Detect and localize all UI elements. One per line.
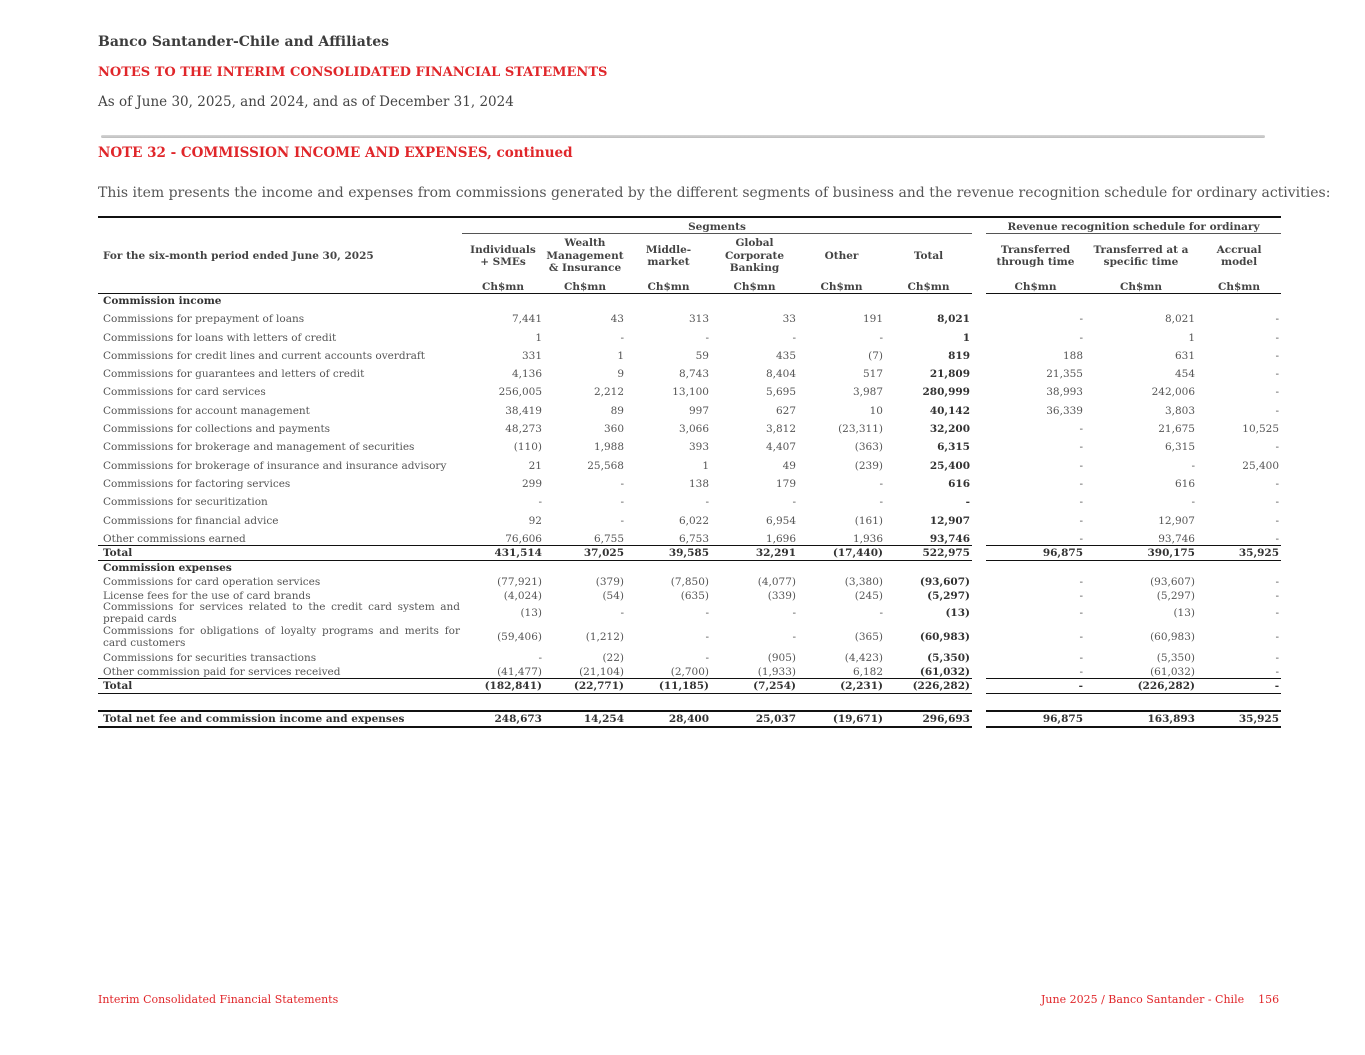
cell-value: - — [1275, 386, 1280, 399]
cell-value: 454 — [1174, 368, 1195, 381]
cell-value: - — [965, 496, 970, 509]
cell-value: - — [620, 331, 624, 344]
cell-value: 299 — [521, 477, 542, 490]
cell-value: (365) — [854, 631, 883, 644]
commission-income-heading: Commission income — [103, 295, 222, 307]
cell-value: - — [1079, 423, 1083, 436]
cell-value: - — [1275, 496, 1280, 509]
cell-value: 3,812 — [765, 423, 796, 436]
as-of-date: As of June 30, 2025, and 2024, and as of December 31, 2024 — [98, 94, 514, 110]
cell-value: 8,021 — [937, 313, 970, 326]
cell-value: - — [1275, 532, 1280, 545]
company-name: Banco Santander-Chile and Affiliates — [98, 34, 390, 50]
cell-value: 32,200 — [929, 423, 970, 436]
row-label: Total — [98, 678, 462, 693]
cell-value: - — [1079, 651, 1083, 664]
cell-value: (22,771) — [544, 678, 626, 693]
cell-value: (4,423) — [844, 651, 883, 664]
cell-value: (635) — [680, 589, 709, 602]
row-label: Commissions for card services — [103, 386, 266, 399]
cell-value: 1,696 — [765, 532, 796, 545]
cell-value: - — [538, 496, 542, 509]
cell-value: 313 — [688, 313, 709, 326]
cell-value: 522,975 — [885, 545, 972, 560]
row-label: Commissions for obligations of loyalty programs and merits for card customers — [103, 625, 460, 649]
cell-value: 76,606 — [505, 532, 542, 545]
cell-value: 331 — [521, 349, 542, 362]
cell-value: 616 — [1174, 477, 1195, 490]
footer-document-title: Interim Consolidated Financial Statements — [98, 993, 339, 1006]
cell-value: - — [1275, 404, 1280, 417]
cell-value: - — [620, 496, 624, 509]
unit-label: Ch$mn — [462, 278, 544, 294]
cell-value: 6,315 — [1164, 441, 1195, 454]
cell-value: - — [1275, 665, 1280, 678]
cell-value: (93,607) — [919, 575, 970, 588]
segments-group-header: Segments — [462, 218, 972, 234]
row-label: License fees for the use of card brands — [103, 589, 311, 602]
income-row — [98, 307, 1281, 325]
income-row — [98, 344, 1281, 362]
cell-value: 89 — [610, 404, 624, 417]
cell-value: (1,212) — [585, 631, 624, 644]
cell-value: (161) — [854, 514, 883, 527]
row-label: Commissions for factoring services — [103, 477, 291, 490]
col-transferred-specific-time: Transferred at a specific time — [1093, 243, 1189, 268]
cell-value: 4,136 — [511, 368, 542, 381]
cell-value: - — [705, 331, 709, 344]
header-divider — [101, 135, 1265, 138]
cell-value: - — [792, 631, 796, 644]
expense-row — [98, 574, 1281, 588]
cell-value: (7,850) — [670, 575, 709, 588]
cell-value: 5,695 — [765, 386, 796, 399]
cell-value: 6,753 — [678, 532, 709, 545]
row-label: Commissions for brokerage and management of securities — [103, 441, 415, 454]
cell-value: 39,585 — [626, 545, 711, 560]
cell-value: 3,066 — [678, 423, 709, 436]
cell-value: - — [1275, 575, 1280, 588]
cell-value: 6,755 — [593, 532, 624, 545]
income-row — [98, 490, 1281, 508]
cell-value: 40,142 — [929, 404, 970, 417]
col-wealth-management: Wealth Management & Insurance — [546, 237, 624, 275]
cell-value: 390,175 — [1085, 545, 1197, 560]
cell-value: 8,743 — [678, 368, 709, 381]
cell-value: 3,987 — [852, 386, 883, 399]
cell-value: 248,673 — [462, 711, 544, 727]
cell-value: - — [705, 651, 709, 664]
cell-value: 6,022 — [678, 514, 709, 527]
cell-value: 21,675 — [1158, 423, 1195, 436]
cell-value: 627 — [775, 404, 796, 417]
cell-value: (7) — [868, 349, 883, 362]
unit-label: Ch$mn — [798, 278, 885, 294]
cell-value: 256,005 — [498, 386, 542, 399]
cell-value: (11,185) — [626, 678, 711, 693]
cell-value: 48,273 — [505, 423, 542, 436]
cell-value: 21,355 — [1046, 368, 1083, 381]
row-label: Commissions for securities transactions — [103, 651, 317, 664]
cell-value: 36,339 — [1046, 404, 1083, 417]
cell-value: - — [1079, 477, 1083, 490]
cell-value: (93,607) — [1150, 575, 1195, 588]
cell-value: 191 — [862, 313, 883, 326]
row-label: Commissions for prepayment of loans — [103, 313, 305, 326]
revenue-schedule-group-header: Revenue recognition schedule for ordinary — [986, 218, 1281, 234]
cell-value: - — [538, 651, 542, 664]
cell-value: 242,006 — [1151, 386, 1195, 399]
cell-value: 25,568 — [587, 459, 624, 472]
col-total: Total — [913, 249, 944, 262]
income-row — [98, 508, 1281, 526]
row-label: Commissions for card operation services — [103, 575, 321, 588]
cell-value: 32,291 — [711, 545, 798, 560]
cell-value: (13) — [1173, 607, 1195, 620]
expense-row — [98, 664, 1281, 679]
income-row — [98, 472, 1281, 490]
cell-value: (110) — [513, 441, 542, 454]
row-label: Commissions for brokerage of insurance and insurance advisory — [103, 459, 447, 472]
cell-value: (61,032) — [1150, 665, 1195, 678]
income-row — [98, 417, 1281, 435]
cell-value: 631 — [1174, 349, 1195, 362]
cell-value: 1 — [535, 331, 542, 344]
cell-value: 997 — [688, 404, 709, 417]
cell-value: 14,254 — [544, 711, 626, 727]
cell-value: 7,441 — [511, 313, 542, 326]
cell-value: 49 — [782, 459, 796, 472]
cell-value: (1,933) — [757, 665, 796, 678]
cell-value: - — [1197, 678, 1281, 693]
cell-value: - — [1275, 368, 1280, 381]
cell-value: 138 — [688, 477, 709, 490]
cell-value: 6,315 — [937, 441, 970, 454]
cell-value: (13) — [520, 607, 542, 620]
unit-label: Ch$mn — [986, 278, 1085, 294]
cell-value: 8,404 — [765, 368, 796, 381]
cell-value: 1 — [617, 349, 624, 362]
cell-value: - — [879, 607, 883, 620]
page-number: 156 — [1258, 993, 1280, 1006]
cell-value: 819 — [948, 349, 970, 362]
note-title: NOTE 32 - COMMISSION INCOME AND EXPENSES, continued — [98, 145, 573, 161]
cell-value: - — [620, 477, 624, 490]
cell-value: - — [1079, 665, 1083, 678]
cell-value: 360 — [603, 423, 624, 436]
cell-value: 1 — [702, 459, 709, 472]
income-total-row — [98, 545, 1281, 560]
unit-label: Ch$mn — [711, 278, 798, 294]
cell-value: (5,350) — [1156, 651, 1195, 664]
unit-label: Ch$mn — [885, 278, 972, 294]
cell-value: 1 — [962, 331, 970, 344]
col-global-corporate-banking: Global Corporate Banking — [724, 237, 785, 275]
cell-value: 179 — [775, 477, 796, 490]
cell-value: - — [705, 607, 709, 620]
cell-value: (60,983) — [1150, 631, 1195, 644]
cell-value: (4,024) — [503, 589, 542, 602]
cell-value: - — [879, 496, 883, 509]
cell-value: - — [1275, 631, 1280, 644]
expense-row — [98, 626, 1281, 650]
unit-label: Ch$mn — [1197, 278, 1281, 294]
cell-value: 21 — [528, 459, 542, 472]
cell-value: 25,400 — [1242, 459, 1280, 472]
cell-value: (363) — [854, 441, 883, 454]
cell-value: - — [1191, 496, 1195, 509]
cell-value: - — [792, 607, 796, 620]
cell-value: (245) — [854, 589, 883, 602]
cell-value: 188 — [1062, 349, 1083, 362]
cell-value: - — [1079, 589, 1083, 602]
cell-value: 38,419 — [505, 404, 542, 417]
cell-value: 1,936 — [852, 532, 883, 545]
cell-value: 1 — [1188, 331, 1195, 344]
income-row — [98, 435, 1281, 453]
expense-row — [98, 602, 1281, 626]
cell-value: 2,212 — [593, 386, 624, 399]
unit-label: Ch$mn — [626, 278, 711, 294]
cell-value: (13) — [945, 607, 970, 620]
cell-value: (2,231) — [798, 678, 885, 693]
cell-value: 616 — [948, 477, 970, 490]
cell-value: 35,925 — [1197, 711, 1281, 727]
col-other: Other — [824, 249, 859, 262]
cell-value: (5,350) — [927, 651, 970, 664]
cell-value: - — [1275, 477, 1280, 490]
cell-value: - — [1275, 349, 1280, 362]
expense-row — [98, 650, 1281, 664]
cell-value: 1,988 — [593, 441, 624, 454]
cell-value: (22) — [602, 651, 624, 664]
row-label: Commissions for services related to the credit card system and prepaid cards — [103, 601, 460, 625]
cell-value: - — [1079, 441, 1083, 454]
cell-value: - — [879, 331, 883, 344]
cell-value: (339) — [767, 589, 796, 602]
col-middle-market: Middle- market — [645, 243, 692, 268]
cell-value: 8,021 — [1164, 313, 1195, 326]
col-transferred-through-time: Transferred through time — [996, 243, 1075, 268]
cell-value: 25,037 — [711, 711, 798, 727]
cell-value: (4,077) — [757, 575, 796, 588]
cell-value: - — [1275, 651, 1280, 664]
cell-value: - — [792, 496, 796, 509]
cell-value: - — [1079, 514, 1083, 527]
cell-value: - — [1079, 575, 1083, 588]
col-accrual-model: Accrual model — [1216, 243, 1262, 268]
row-label: Commissions for financial advice — [103, 514, 279, 527]
cell-value: 21,809 — [929, 368, 970, 381]
cell-value: - — [879, 477, 883, 490]
income-row — [98, 527, 1281, 546]
cell-value: 3,803 — [1164, 404, 1195, 417]
row-label: Total net fee and commission income and expenses — [98, 711, 462, 727]
cell-value: 296,693 — [885, 711, 972, 727]
row-label: Commissions for account management — [103, 404, 310, 417]
note-intro: This item presents the income and expenses from commissions generated by the different segments of business and the revenue recognition schedule for ordinary activities: — [98, 185, 1331, 201]
cell-value: - — [620, 607, 624, 620]
cell-value: 59 — [695, 349, 709, 362]
expense-total-row — [98, 678, 1281, 693]
cell-value: (182,841) — [462, 678, 544, 693]
cell-value: 393 — [688, 441, 709, 454]
footer-page-info: June 2025 / Banco Santander - Chile 156 — [1041, 993, 1280, 1006]
income-row — [98, 380, 1281, 398]
cell-value: (226,282) — [1085, 678, 1197, 693]
cell-value: 28,400 — [626, 711, 711, 727]
income-row — [98, 453, 1281, 471]
cell-value: 6,954 — [765, 514, 796, 527]
cell-value: 92 — [528, 514, 542, 527]
cell-value: - — [792, 331, 796, 344]
cell-value: 4,407 — [765, 441, 796, 454]
cell-value: - — [1079, 331, 1083, 344]
cell-value: 280,999 — [922, 386, 970, 399]
cell-value: (19,671) — [798, 711, 885, 727]
col-individuals-smes: Individuals + SMEs — [470, 243, 536, 268]
cell-value: - — [1191, 459, 1195, 472]
cell-value: 10 — [869, 404, 883, 417]
cell-value: - — [1275, 441, 1280, 454]
cell-value: 163,893 — [1085, 711, 1197, 727]
cell-value: - — [1275, 331, 1280, 344]
income-row — [98, 325, 1281, 343]
unit-label: Ch$mn — [544, 278, 626, 294]
cell-value: (239) — [854, 459, 883, 472]
cell-value: 12,907 — [1158, 514, 1195, 527]
cell-value: - — [1275, 607, 1280, 620]
cell-value: 43 — [610, 313, 624, 326]
cell-value: - — [1275, 589, 1280, 602]
cell-value: 35,925 — [1197, 545, 1281, 560]
cell-value: - — [986, 678, 1085, 693]
cell-value: (3,380) — [844, 575, 883, 588]
commission-expenses-heading: Commission expenses — [103, 561, 232, 574]
cell-value: (59,406) — [497, 631, 542, 644]
cell-value: (379) — [595, 575, 624, 588]
cell-value: (5,297) — [1156, 589, 1195, 602]
cell-value: (21,104) — [579, 665, 624, 678]
row-label: Total — [98, 545, 462, 560]
row-label: Commissions for loans with letters of credit — [103, 331, 337, 344]
cell-value: 13,100 — [672, 386, 709, 399]
row-label: Commissions for guarantees and letters of credit — [103, 368, 365, 381]
cell-value: 6,182 — [852, 665, 883, 678]
income-row — [98, 362, 1281, 380]
cell-value: - — [1079, 607, 1083, 620]
cell-value: (23,311) — [838, 423, 883, 436]
cell-value: (5,297) — [927, 589, 970, 602]
cell-value: - — [705, 496, 709, 509]
cell-value: 93,746 — [1158, 532, 1195, 545]
cell-value: - — [1079, 631, 1083, 644]
income-row — [98, 398, 1281, 416]
cell-value: 96,875 — [986, 711, 1085, 727]
cell-value: 33 — [782, 313, 796, 326]
row-label: Other commissions earned — [103, 532, 246, 545]
cell-value: 435 — [775, 349, 796, 362]
cell-value: (226,282) — [885, 678, 972, 693]
cell-value: 10,525 — [1242, 423, 1280, 436]
notes-title: NOTES TO THE INTERIM CONSOLIDATED FINANCIAL STATEMENTS — [98, 65, 608, 80]
unit-label: Ch$mn — [1085, 278, 1197, 294]
cell-value: - — [1079, 313, 1083, 326]
cell-value: (60,983) — [919, 631, 970, 644]
cell-value: - — [1079, 532, 1083, 545]
cell-value: - — [1275, 313, 1280, 326]
cell-value: (77,921) — [497, 575, 542, 588]
row-label: Other commission paid for services received — [103, 665, 341, 678]
cell-value: 96,875 — [986, 545, 1085, 560]
cell-value: - — [1079, 459, 1083, 472]
period-label: For the six-month period ended June 30, 2025 — [103, 249, 374, 262]
cell-value: (2,700) — [670, 665, 709, 678]
row-label: Commissions for collections and payments — [103, 423, 331, 436]
cell-value: (54) — [602, 589, 624, 602]
row-label: Commissions for credit lines and current accounts overdraft — [103, 349, 426, 362]
cell-value: - — [620, 514, 624, 527]
row-label: Commissions for securitization — [103, 496, 268, 509]
cell-value: 25,400 — [929, 459, 970, 472]
expense-row — [98, 588, 1281, 602]
cell-value: 38,993 — [1046, 386, 1083, 399]
commission-table — [98, 216, 1281, 728]
cell-value: 9 — [617, 368, 624, 381]
cell-value: (17,440) — [798, 545, 885, 560]
cell-value: 93,746 — [929, 532, 970, 545]
cell-value: - — [1079, 496, 1083, 509]
cell-value: - — [705, 631, 709, 644]
cell-value: 37,025 — [544, 545, 626, 560]
cell-value: (41,477) — [497, 665, 542, 678]
cell-value: 12,907 — [929, 514, 970, 527]
cell-value: - — [1275, 514, 1280, 527]
cell-value: 431,514 — [462, 545, 544, 560]
cell-value: (61,032) — [919, 665, 970, 678]
grand-total-row — [98, 711, 1281, 727]
cell-value: 517 — [862, 368, 883, 381]
cell-value: (7,254) — [711, 678, 798, 693]
cell-value: (905) — [767, 651, 796, 664]
